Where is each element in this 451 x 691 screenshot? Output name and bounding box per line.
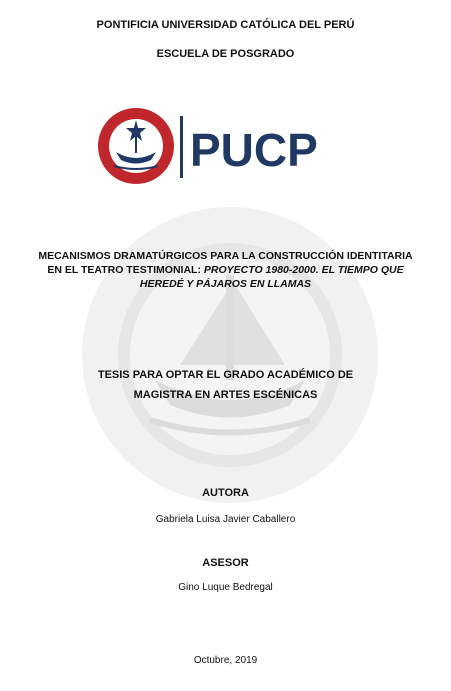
advisor-name: Gino Luque Bedregal	[178, 582, 273, 593]
title-line-1: MECANISMOS DRAMATÚRGICOS PARA LA CONSTRUCCIÓN IDENTITARIA	[38, 250, 413, 262]
author-heading: AUTORA	[202, 487, 249, 499]
university-name: PONTIFICIA UNIVERSIDAD CATÓLICA DEL PERÚ	[96, 19, 355, 31]
degree-line-2: MAGISTRA EN ARTES ESCÉNICAS	[133, 389, 318, 401]
author-name: Gabriela Luisa Javier Caballero	[155, 514, 296, 525]
thesis-title	[20, 249, 431, 291]
pucp-wordmark: PUCP	[190, 124, 318, 176]
school-name: ESCUELA DE POSGRADO	[156, 48, 295, 60]
pucp-seal-icon	[98, 108, 174, 184]
advisor-heading: ASESOR	[202, 557, 249, 569]
title-line-2: EN EL TEATRO TESTIMONIAL: PROYECTO 1980-2000. EL TIEMPO QUE	[47, 264, 404, 276]
submission-date: Octubre, 2019	[193, 655, 258, 666]
pucp-logo	[96, 106, 346, 186]
logo-divider	[180, 116, 183, 178]
title-line-3: HEREDÉ Y PÁJAROS EN LLAMAS	[139, 278, 312, 290]
degree-line-1: TESIS PARA OPTAR EL GRADO ACADÉMICO DE	[97, 369, 354, 381]
